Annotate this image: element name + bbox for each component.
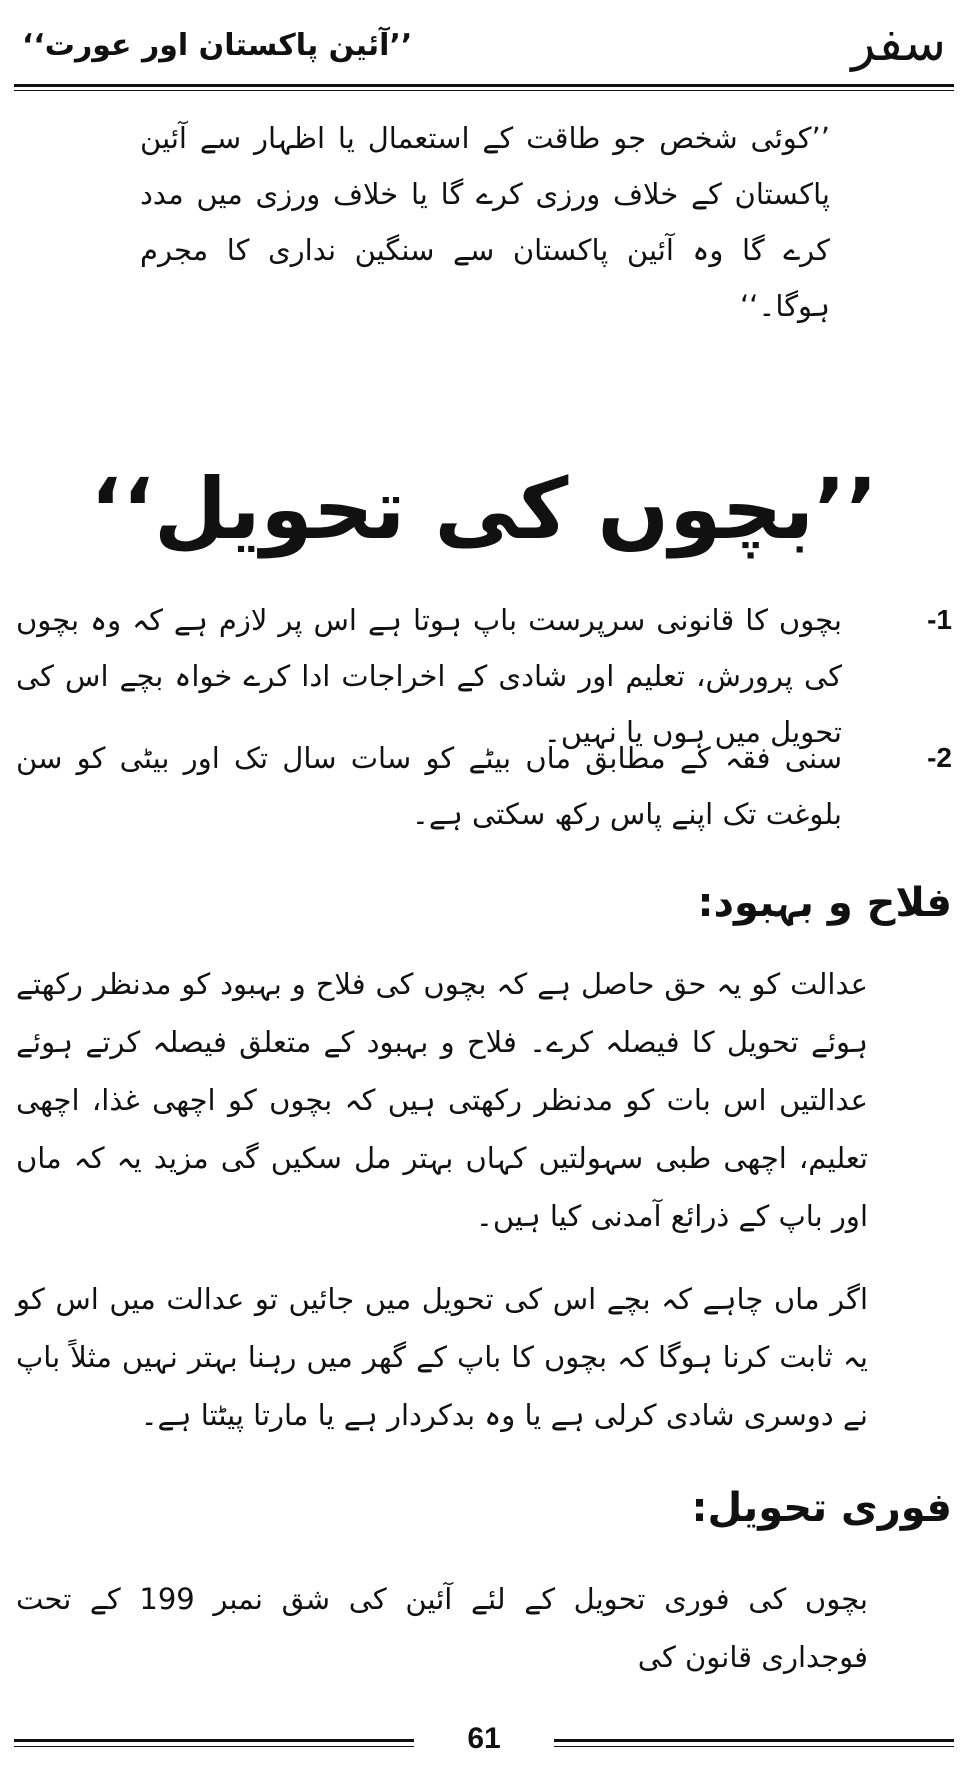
page-header xyxy=(14,14,954,84)
item-text: بچوں کا قانونی سرپرست باپ ہوتا ہے اس پر لازم ہے کہ وہ بچوں کی پرورش، تعلیم اور شادی کے اخراجات ادا کرے خواہ بچے اس کی تحویل میں ہوں یا نہیں۔ xyxy=(16,603,842,749)
section-title: ’’بچوں کی تحویل‘‘ xyxy=(90,460,878,558)
paragraph-text: عدالت کو یہ حق حاصل ہے کہ بچوں کی فلاح و بہبود کو مدنظر رکھتے ہوئے تحویل کا فیصلہ کرے۔ فلاح و بہبود کے متعلق فیصلہ کرتے ہوئے عدالتیں اس بات کو مدنظر رکھتی ہیں کہ بچوں کو اچھی غذا، اچھی تعلیم، اچھی طبی سہولتیں کہاں بہتر مل سکیں گی مزید یہ کہ ماں اور باپ کے ذرائع آمدنی کیا ہیں۔ xyxy=(16,967,868,1233)
item-number: -1 xyxy=(927,604,952,635)
header-rule-thick xyxy=(14,84,954,87)
paragraph-text: اگر ماں چاہے کہ بچے اس کی تحویل میں جائیں تو عدالت میں اس کو یہ ثابت کرنا ہوگا کہ بچوں کا باپ کے گھر میں رہنا بہتر نہیں مثلاً باپ نے دوسری شادی کرلی ہے یا وہ بدکردار ہے یا مارتا پیٹتا ہے۔ xyxy=(16,1282,868,1432)
quote-text: ’’کوئی شخص جو طاقت کے استعمال یا اظہار سے آئین پاکستان کے خلاف ورزی کرے گا یا خلاف ورزی میں مدد کرے گا وہ آئین پاکستان سے سنگین نداری کا مجرم ہوگا۔‘‘ xyxy=(140,121,830,323)
item-text: سنی فقہ کے مطابق ماں بیٹے کو سات سال تک اور بیٹی کو سن بلوغت تک اپنے پاس رکھ سکتی ہے۔ xyxy=(16,741,842,831)
immediate-custody-heading: فوری تحویل: xyxy=(691,1485,952,1531)
welfare-paragraph-1 xyxy=(16,955,868,1245)
header-rule-thin xyxy=(14,90,954,91)
list-item xyxy=(16,730,952,842)
item-number: -2 xyxy=(927,742,952,773)
book-title: سفر xyxy=(851,14,946,72)
welfare-paragraph-2 xyxy=(16,1270,868,1444)
paragraph-text: بچوں کی فوری تحویل کے لئے آئین کی شق نمبر 199 کے تحت فوجداری قانون کی xyxy=(16,1582,868,1674)
constitution-quote xyxy=(140,110,830,334)
chapter-title: ’’آئین پاکستان اور عورت‘‘ xyxy=(22,28,413,63)
immediate-custody-paragraph xyxy=(16,1570,868,1686)
welfare-heading: فلاح و بہبود: xyxy=(697,880,952,926)
page-number: 61 xyxy=(467,1722,501,1755)
